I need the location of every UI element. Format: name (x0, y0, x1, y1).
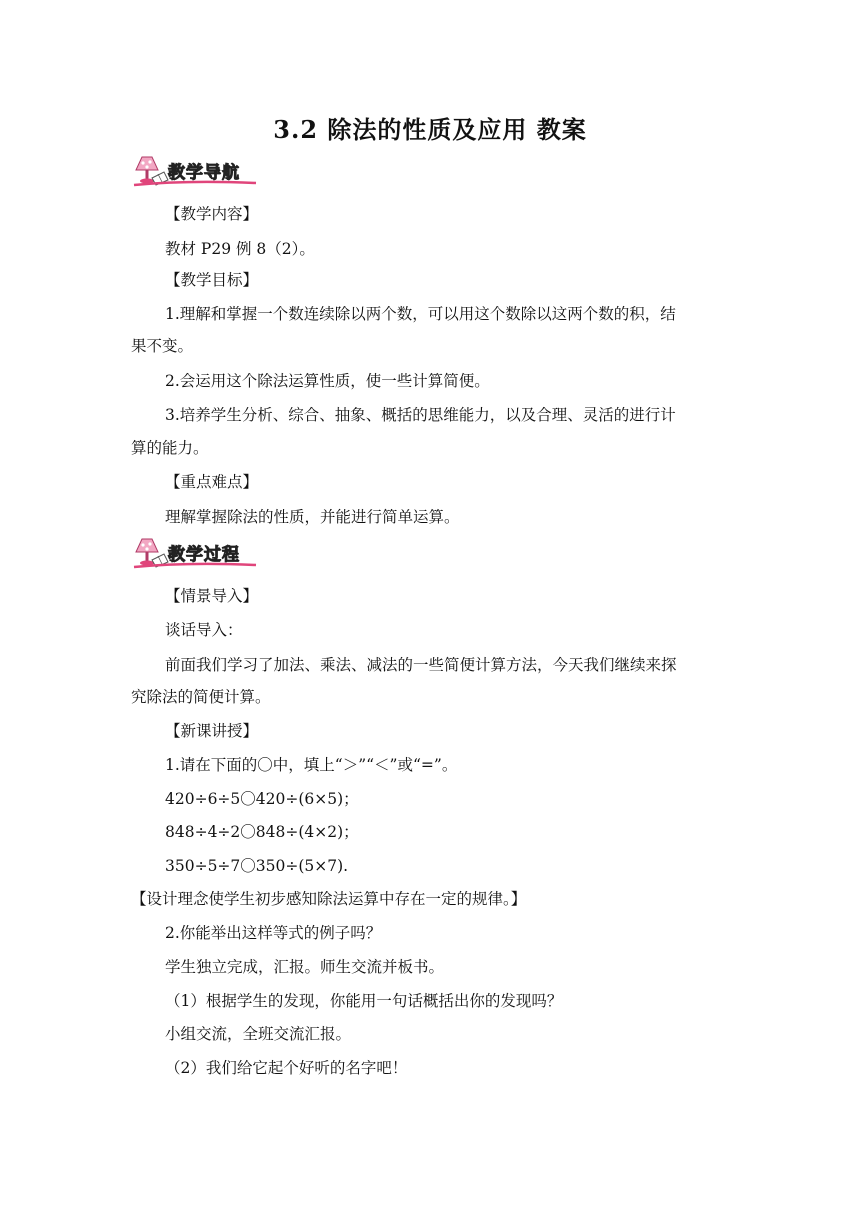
question-examples: 2.你能举出这样等式的例子吗？ (165, 924, 382, 942)
heading-scenario-intro: 【情景导入】 (165, 587, 259, 605)
paragraph-textbook-ref: 教材 P29 例 8（2）。 (165, 240, 315, 258)
paragraph-group-exchange: 小组交流，全班交流汇报。 (165, 1025, 352, 1043)
paragraph-review-line-2: 究除法的简便计算。 (131, 688, 271, 706)
heading-teaching-goals: 【教学目标】 (165, 271, 259, 289)
question-summarize: （1）根据学生的发现，你能用一句话概括出你的发现吗？ (165, 992, 563, 1010)
goal-1-line-2: 果不变。 (131, 337, 194, 355)
exercise-equation-2: 848÷4÷2〇848÷(4×2)； (165, 823, 359, 841)
section-badge-label: 教学导航 (168, 163, 240, 183)
goal-3-line-2: 算的能力。 (131, 439, 209, 457)
goal-2: 2.会运用这个除法运算性质，使一些计算简便。 (165, 372, 490, 390)
heading-key-difficulties: 【重点难点】 (165, 473, 259, 491)
paragraph-review-line-1: 前面我们学习了加法、乘法、减法的一些简便计算方法，今天我们继续来探 (165, 656, 677, 674)
section-badge-label: 教学过程 (168, 545, 240, 565)
section-badge-teaching-process (128, 536, 260, 572)
section-badge-teaching-nav (128, 154, 260, 190)
exercise-equation-3: 350÷5÷7〇350÷(5×7). (165, 857, 349, 875)
heading-teaching-content: 【教学内容】 (165, 205, 259, 223)
document-title: 3.2 除法的性质及应用 教案 (273, 115, 587, 144)
heading-new-lesson: 【新课讲授】 (165, 722, 259, 740)
design-rationale: 【设计理念使学生初步感知除法运算中存在一定的规律。】 (131, 890, 527, 908)
question-naming: （2）我们给它起个好听的名字吧！ (165, 1059, 408, 1077)
paragraph-key-point: 理解掌握除法的性质，并能进行简单运算。 (165, 508, 460, 526)
exercise-equation-1: 420÷6÷5〇420÷(6×5)； (165, 790, 359, 808)
paragraph-student-report: 学生独立完成，汇报。师生交流并板书。 (165, 958, 445, 976)
paragraph-talk-intro: 谈话导入： (165, 621, 243, 639)
exercise-instruction: 1.请在下面的〇中，填上“＞”“＜”或“=”。 (165, 756, 458, 774)
goal-3-line-1: 3.培养学生分析、综合、抽象、概括的思维能力，以及合理、灵活的进行计 (165, 406, 676, 424)
goal-1-line-1: 1.理解和掌握一个数连续除以两个数，可以用这个数除以这两个数的积，结 (165, 305, 676, 323)
